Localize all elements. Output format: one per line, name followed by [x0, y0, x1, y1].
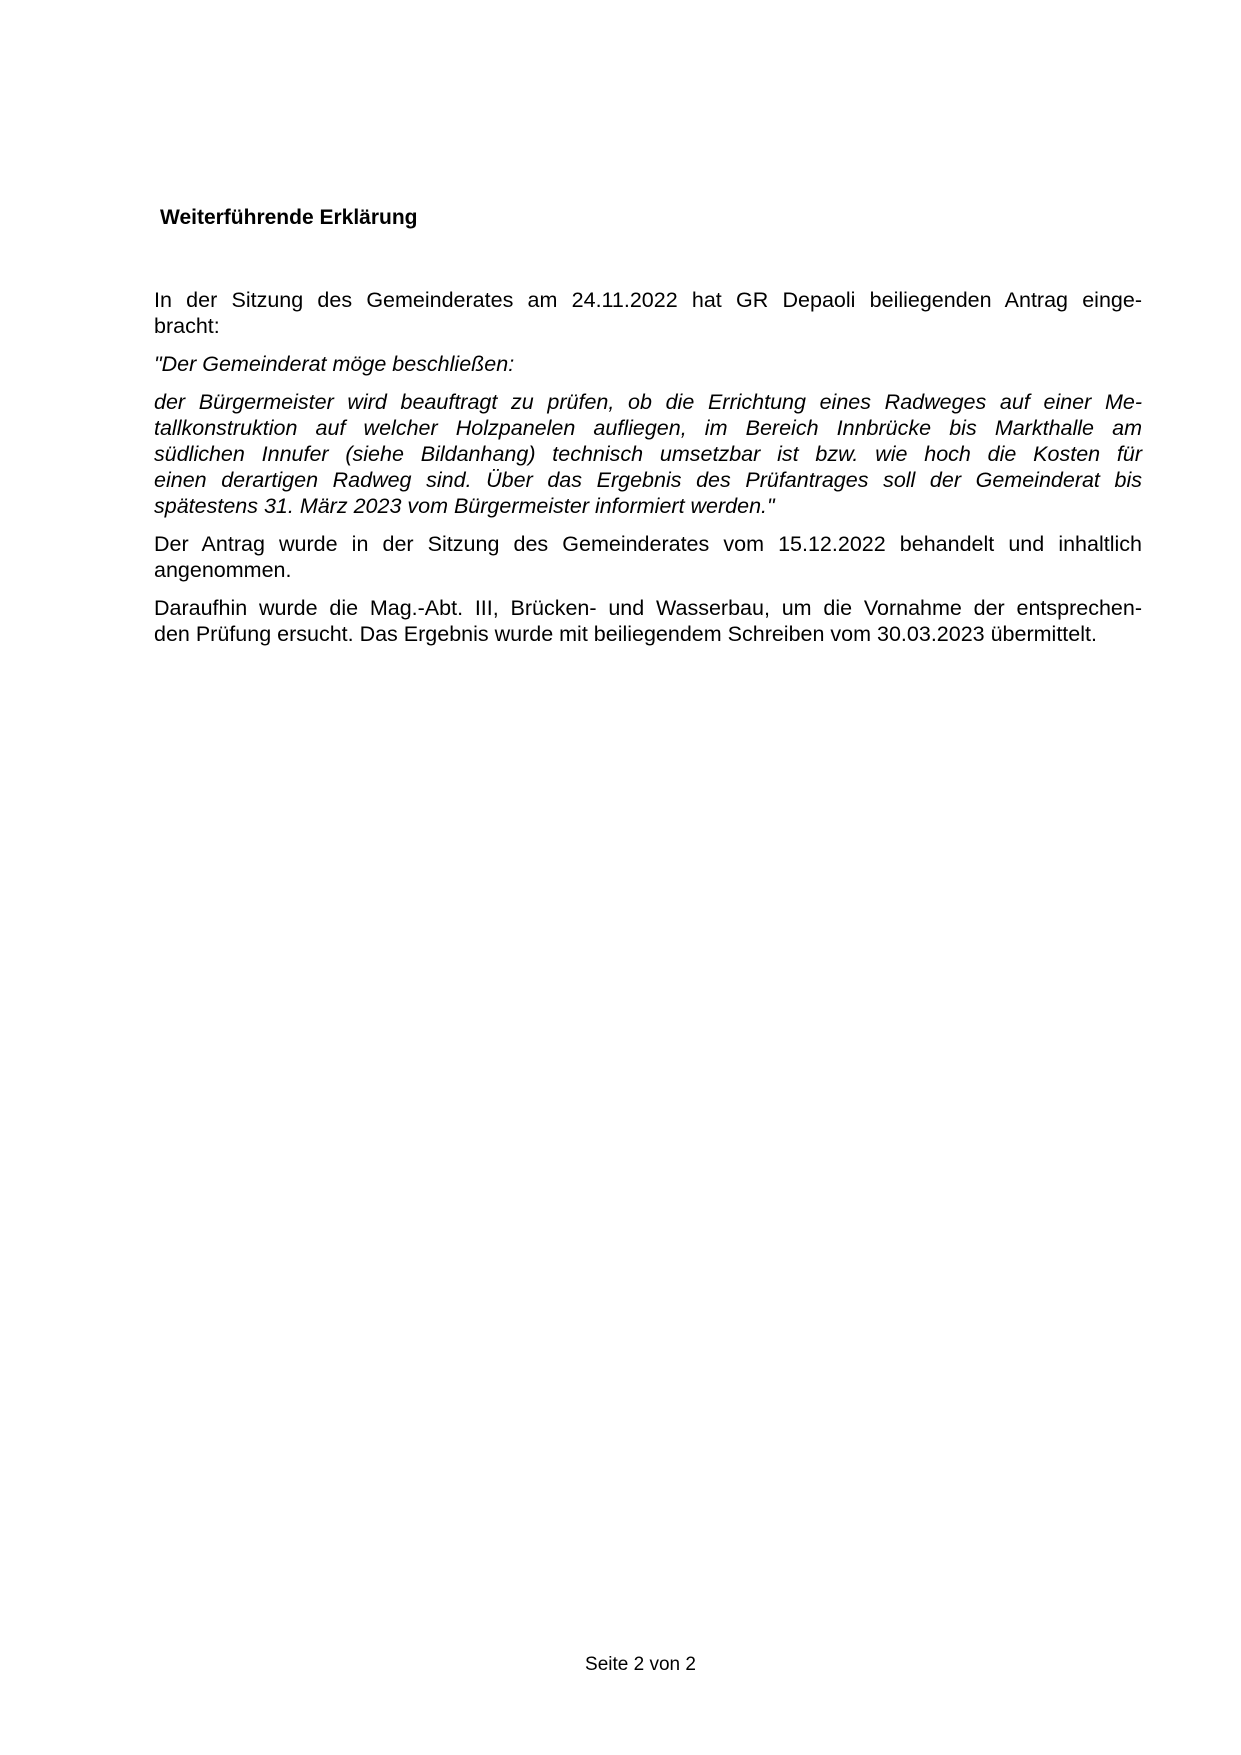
- text-line: tallkonstruktion auf welcher Holzpanelen aufliegen, im Bereich Innbrücke bis Markthalle am: [154, 416, 1142, 440]
- text-line: einen derartigen Radweg sind. Über das Ergebnis des Prüfantrages soll der Gemeinderat bis: [154, 468, 1142, 492]
- paragraph-quote-body: [154, 389, 1142, 519]
- paragraph-result: [154, 595, 1142, 647]
- text-line: Der Antrag wurde in der Sitzung des Gemeinderates vom 15.12.2022 behandelt und inhaltlich: [154, 532, 1142, 556]
- text-line: der Bürgermeister wird beauftragt zu prüfen, ob die Errichtung eines Radweges auf einer Me-: [154, 390, 1142, 414]
- text-line: angenommen.: [154, 558, 292, 582]
- paragraph-quote-intro: [154, 351, 1142, 377]
- paragraph-intro: [154, 287, 1142, 339]
- text-line: bracht:: [154, 314, 220, 338]
- page-title: Weiterführende Erklärung: [160, 206, 418, 229]
- page-number-footer: Seite 2 von 2: [585, 1654, 696, 1675]
- text-line: den Prüfung ersucht. Das Ergebnis wurde mit beiliegendem Schreiben vom 30.03.2023 übermittelt.: [154, 622, 1097, 646]
- text-line: In der Sitzung des Gemeinderates am 24.11.2022 hat GR Depaoli beiliegenden Antrag einge-: [154, 288, 1142, 312]
- text-line: südlichen Innufer (siehe Bildanhang) technisch umsetzbar ist bzw. wie hoch die Kosten für: [154, 442, 1142, 466]
- paragraph-decision: [154, 531, 1142, 583]
- text-line: Daraufhin wurde die Mag.-Abt. III, Brücken- und Wasserbau, um die Vornahme der entsprechen-: [154, 596, 1142, 620]
- text-line: spätestens 31. März 2023 vom Bürgermeister informiert werden.": [154, 494, 775, 518]
- text-line: "Der Gemeinderat möge beschließen:: [154, 352, 515, 376]
- document-body: [154, 287, 1142, 659]
